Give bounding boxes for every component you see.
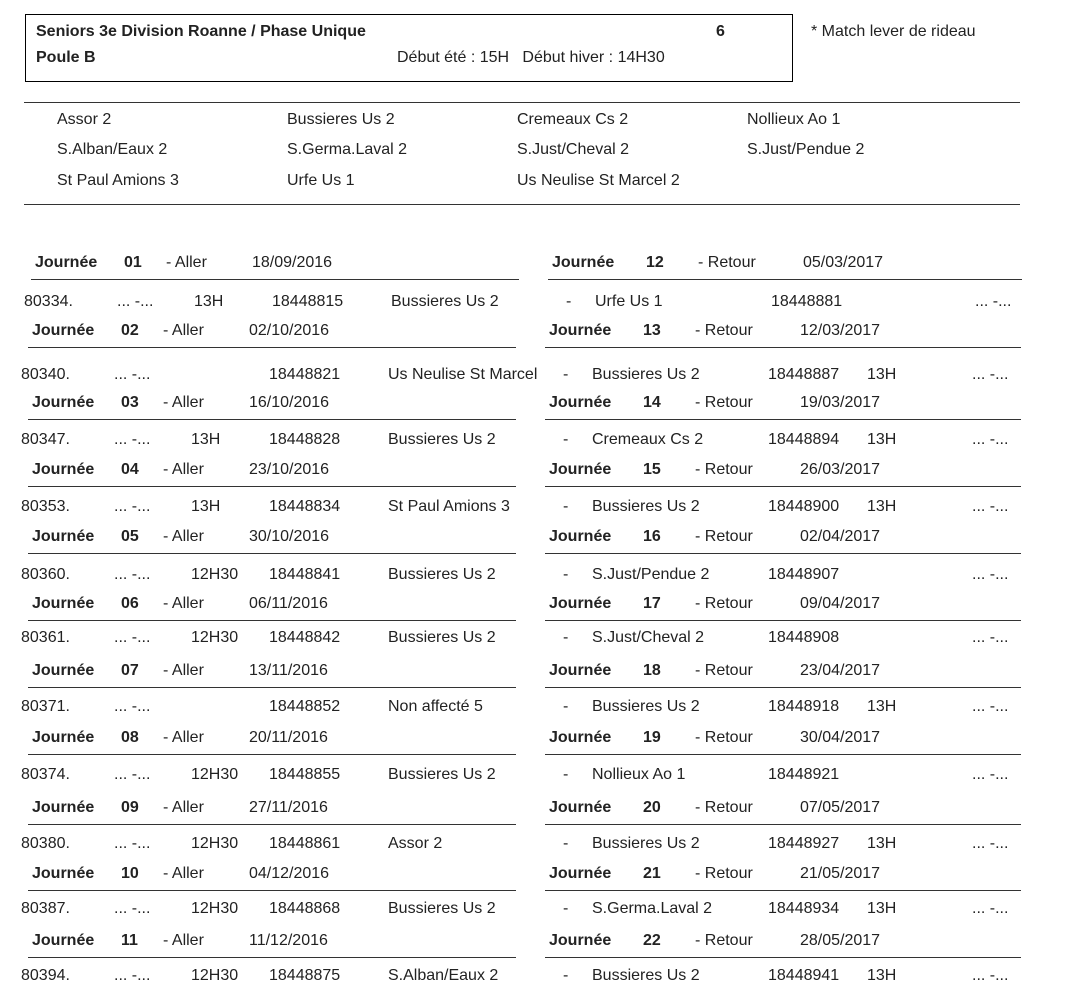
match-score-placeholder: ... -... — [114, 967, 151, 984]
team-name: Bussieres Us 2 — [287, 111, 395, 128]
retour-label: - Retour — [695, 528, 753, 545]
away-team: Bussieres Us 2 — [592, 967, 700, 984]
retour-round-number: 22 — [643, 932, 661, 949]
aller-round-number: 07 — [121, 662, 139, 679]
aller-underline — [28, 419, 516, 420]
match-time: 12H30 — [191, 766, 239, 783]
away-code: 18448921 — [768, 766, 840, 783]
match-score-placeholder: ... -... — [114, 698, 151, 715]
match-score-placeholder: ... -... — [114, 835, 151, 852]
retour-round-number: 19 — [643, 729, 661, 746]
home-team: Bussieres Us 2 — [388, 431, 496, 448]
retour-date: 09/04/2017 — [800, 595, 881, 612]
away-time: 13H — [867, 431, 897, 448]
aller-underline — [28, 347, 516, 348]
match-id: 80347. — [21, 431, 70, 448]
journee-label: Journée — [549, 528, 612, 545]
journee-label: Journée — [32, 595, 95, 612]
away-code: 18448941 — [768, 967, 840, 984]
home-code: 18448821 — [269, 366, 341, 383]
away-code: 18448900 — [768, 498, 840, 515]
aller-label: - Aller — [163, 461, 204, 478]
journee-label: Journée — [32, 932, 95, 949]
retour-date: 30/04/2017 — [800, 729, 881, 746]
poule-label: Poule B — [36, 49, 96, 66]
match-score-placeholder: ... -... — [114, 431, 151, 448]
teams-bottom-rule — [24, 204, 1020, 205]
team-name: S.Alban/Eaux 2 — [57, 141, 168, 158]
match-id: 80380. — [21, 835, 70, 852]
aller-label: - Aller — [163, 865, 204, 882]
journee-label: Journée — [35, 254, 98, 271]
away-time: 13H — [867, 698, 897, 715]
aller-underline — [31, 279, 519, 280]
retour-underline — [545, 553, 1021, 554]
journee-label: Journée — [549, 932, 612, 949]
aller-round-number: 09 — [121, 799, 139, 816]
retour-round-number: 18 — [643, 662, 661, 679]
retour-underline — [548, 279, 1022, 280]
home-code: 18448828 — [269, 431, 341, 448]
aller-round-number: 10 — [121, 865, 139, 882]
away-score-placeholder: ... -... — [972, 900, 1009, 917]
match-dash: - — [563, 900, 569, 917]
retour-underline — [545, 957, 1021, 958]
home-code: 18448855 — [269, 766, 341, 783]
retour-round-number: 15 — [643, 461, 661, 478]
journee-label: Journée — [549, 394, 612, 411]
journee-label: Journée — [549, 729, 612, 746]
team-name: S.Just/Cheval 2 — [517, 141, 630, 158]
debut-times: Début été : 15H Début hiver : 14H30 — [397, 49, 665, 66]
retour-round-number: 17 — [643, 595, 661, 612]
home-team: Bussieres Us 2 — [388, 566, 496, 583]
away-score-placeholder: ... -... — [972, 698, 1009, 715]
match-id: 80340. — [21, 366, 70, 383]
journee-label: Journée — [32, 865, 95, 882]
aller-round-number: 03 — [121, 394, 139, 411]
home-code: 18448834 — [269, 498, 341, 515]
away-team: Bussieres Us 2 — [592, 366, 700, 383]
match-time: 12H30 — [191, 629, 239, 646]
home-code: 18448852 — [269, 698, 341, 715]
match-dash: - — [563, 366, 569, 383]
aller-date: 20/11/2016 — [249, 729, 328, 746]
retour-date: 26/03/2017 — [800, 461, 881, 478]
retour-date: 19/03/2017 — [800, 394, 881, 411]
home-team: St Paul Amions 3 — [388, 498, 510, 515]
retour-label: - Retour — [698, 254, 756, 271]
match-time: 12H30 — [191, 967, 239, 984]
aller-date: 13/11/2016 — [249, 662, 328, 679]
match-dash: - — [563, 698, 569, 715]
match-id: 80371. — [21, 698, 70, 715]
away-score-placeholder: ... -... — [972, 629, 1009, 646]
aller-underline — [28, 957, 516, 958]
retour-label: - Retour — [695, 729, 753, 746]
match-score-placeholder: ... -... — [114, 900, 151, 917]
retour-label: - Retour — [695, 932, 753, 949]
away-team: Bussieres Us 2 — [592, 698, 700, 715]
journee-label: Journée — [549, 799, 612, 816]
away-team: Nollieux Ao 1 — [592, 766, 686, 783]
away-code: 18448927 — [768, 835, 840, 852]
away-team: S.Just/Cheval 2 — [592, 629, 705, 646]
match-id: 80334. — [24, 293, 73, 310]
match-id: 80360. — [21, 566, 70, 583]
journee-label: Journée — [549, 662, 612, 679]
journee-label: Journée — [32, 799, 95, 816]
away-code: 18448887 — [768, 366, 840, 383]
rideau-note: * Match lever de rideau — [811, 23, 976, 40]
away-code: 18448894 — [768, 431, 840, 448]
away-score-placeholder: ... -... — [972, 431, 1009, 448]
aller-label: - Aller — [163, 729, 204, 746]
away-team: S.Germa.Laval 2 — [592, 900, 713, 917]
retour-round-number: 13 — [643, 322, 661, 339]
journee-label: Journée — [32, 662, 95, 679]
away-team: Urfe Us 1 — [595, 293, 663, 310]
retour-date: 05/03/2017 — [803, 254, 884, 271]
match-time: 12H30 — [191, 835, 239, 852]
aller-label: - Aller — [163, 394, 204, 411]
home-code: 18448842 — [269, 629, 341, 646]
aller-date: 11/12/2016 — [249, 932, 328, 949]
aller-underline — [28, 890, 516, 891]
away-time: 13H — [867, 498, 897, 515]
team-name: S.Germa.Laval 2 — [287, 141, 408, 158]
retour-round-number: 14 — [643, 394, 661, 411]
match-dash: - — [563, 629, 569, 646]
retour-round-number: 12 — [646, 254, 664, 271]
journee-label: Journée — [32, 322, 95, 339]
journee-label: Journée — [549, 322, 612, 339]
team-name: Urfe Us 1 — [287, 172, 355, 189]
aller-date: 06/11/2016 — [249, 595, 328, 612]
retour-underline — [545, 347, 1021, 348]
home-team: Bussieres Us 2 — [388, 629, 496, 646]
match-id: 80374. — [21, 766, 70, 783]
home-code: 18448815 — [272, 293, 344, 310]
away-score-placeholder: ... -... — [972, 766, 1009, 783]
away-code: 18448907 — [768, 566, 840, 583]
aller-round-number: 11 — [121, 932, 138, 949]
home-code: 18448875 — [269, 967, 341, 984]
home-team: Assor 2 — [388, 835, 443, 852]
match-score-placeholder: ... -... — [114, 498, 151, 515]
aller-label: - Aller — [163, 662, 204, 679]
match-id: 80394. — [21, 967, 70, 984]
retour-underline — [545, 620, 1021, 621]
away-score-placeholder: ... -... — [972, 835, 1009, 852]
journee-label: Journée — [549, 865, 612, 882]
away-score-placeholder: ... -... — [972, 566, 1009, 583]
match-id: 80387. — [21, 900, 70, 917]
retour-round-number: 20 — [643, 799, 661, 816]
match-time: 12H30 — [191, 566, 239, 583]
aller-date: 23/10/2016 — [249, 461, 330, 478]
journee-label: Journée — [32, 394, 95, 411]
retour-date: 23/04/2017 — [800, 662, 881, 679]
away-team: Cremeaux Cs 2 — [592, 431, 704, 448]
aller-date: 18/09/2016 — [252, 254, 333, 271]
team-name: Cremeaux Cs 2 — [517, 111, 629, 128]
retour-label: - Retour — [695, 662, 753, 679]
away-team: Bussieres Us 2 — [592, 498, 700, 515]
aller-date: 16/10/2016 — [249, 394, 330, 411]
away-time: 13H — [867, 835, 897, 852]
retour-label: - Retour — [695, 799, 753, 816]
aller-label: - Aller — [163, 528, 204, 545]
home-code: 18448841 — [269, 566, 341, 583]
home-team: Non affecté 5 — [388, 698, 483, 715]
away-code: 18448934 — [768, 900, 840, 917]
match-dash: - — [563, 431, 569, 448]
away-team: Bussieres Us 2 — [592, 835, 700, 852]
retour-date: 21/05/2017 — [800, 865, 881, 882]
match-time: 13H — [191, 498, 221, 515]
retour-label: - Retour — [695, 865, 753, 882]
team-name: Nollieux Ao 1 — [747, 111, 841, 128]
match-id: 80353. — [21, 498, 70, 515]
aller-underline — [28, 486, 516, 487]
match-time: 13H — [194, 293, 224, 310]
aller-underline — [28, 553, 516, 554]
aller-label: - Aller — [166, 254, 207, 271]
retour-underline — [545, 754, 1021, 755]
aller-label: - Aller — [163, 799, 204, 816]
away-time: 13H — [867, 900, 897, 917]
home-team: Bussieres Us 2 — [388, 900, 496, 917]
match-dash: - — [566, 293, 572, 310]
retour-date: 02/04/2017 — [800, 528, 881, 545]
match-dash: - — [563, 967, 569, 984]
journee-label: Journée — [32, 729, 95, 746]
away-score-placeholder: ... -... — [975, 293, 1012, 310]
away-time: 13H — [867, 967, 897, 984]
match-time: 12H30 — [191, 900, 239, 917]
aller-round-number: 02 — [121, 322, 139, 339]
match-dash: - — [563, 766, 569, 783]
aller-date: 27/11/2016 — [249, 799, 328, 816]
aller-date: 02/10/2016 — [249, 322, 330, 339]
aller-round-number: 01 — [124, 254, 142, 271]
match-score-placeholder: ... -... — [114, 366, 151, 383]
page-number: 6 — [716, 23, 725, 40]
retour-label: - Retour — [695, 322, 753, 339]
retour-underline — [545, 486, 1021, 487]
retour-label: - Retour — [695, 461, 753, 478]
home-team: S.Alban/Eaux 2 — [388, 967, 499, 984]
teams-top-rule — [24, 102, 1020, 103]
aller-underline — [28, 754, 516, 755]
team-name: Assor 2 — [57, 111, 112, 128]
retour-underline — [545, 890, 1021, 891]
away-code: 18448908 — [768, 629, 840, 646]
aller-round-number: 08 — [121, 729, 139, 746]
journee-label: Journée — [552, 254, 615, 271]
aller-label: - Aller — [163, 322, 204, 339]
aller-label: - Aller — [163, 595, 204, 612]
aller-underline — [28, 824, 516, 825]
aller-date: 30/10/2016 — [249, 528, 330, 545]
aller-underline — [28, 620, 516, 621]
journee-label: Journée — [32, 528, 95, 545]
match-score-placeholder: ... -... — [114, 629, 151, 646]
away-score-placeholder: ... -... — [972, 366, 1009, 383]
aller-round-number: 06 — [121, 595, 139, 612]
home-team: Bussieres Us 2 — [388, 766, 496, 783]
aller-date: 04/12/2016 — [249, 865, 330, 882]
journee-label: Journée — [549, 595, 612, 612]
match-score-placeholder: ... -... — [114, 566, 151, 583]
team-name: Us Neulise St Marcel 2 — [517, 172, 680, 189]
retour-label: - Retour — [695, 394, 753, 411]
home-team: Us Neulise St Marcel — [388, 366, 538, 383]
away-score-placeholder: ... -... — [972, 967, 1009, 984]
retour-date: 07/05/2017 — [800, 799, 881, 816]
retour-underline — [545, 419, 1021, 420]
retour-underline — [545, 687, 1021, 688]
home-code: 18448868 — [269, 900, 341, 917]
home-code: 18448861 — [269, 835, 341, 852]
retour-round-number: 21 — [643, 865, 661, 882]
aller-round-number: 04 — [121, 461, 139, 478]
home-team: Bussieres Us 2 — [391, 293, 499, 310]
retour-date: 28/05/2017 — [800, 932, 881, 949]
aller-label: - Aller — [163, 932, 204, 949]
match-dash: - — [563, 566, 569, 583]
away-code: 18448881 — [771, 293, 843, 310]
aller-round-number: 05 — [121, 528, 139, 545]
match-id: 80361. — [21, 629, 70, 646]
retour-date: 12/03/2017 — [800, 322, 881, 339]
retour-underline — [545, 824, 1021, 825]
away-code: 18448918 — [768, 698, 840, 715]
retour-label: - Retour — [695, 595, 753, 612]
away-score-placeholder: ... -... — [972, 498, 1009, 515]
team-name: St Paul Amions 3 — [57, 172, 179, 189]
team-name: S.Just/Pendue 2 — [747, 141, 865, 158]
match-score-placeholder: ... -... — [117, 293, 154, 310]
match-dash: - — [563, 498, 569, 515]
aller-underline — [28, 687, 516, 688]
match-time: 13H — [191, 431, 221, 448]
competition-title: Seniors 3e Division Roanne / Phase Unique — [36, 23, 366, 40]
match-dash: - — [563, 835, 569, 852]
journee-label: Journée — [549, 461, 612, 478]
away-team: S.Just/Pendue 2 — [592, 566, 710, 583]
journee-label: Journée — [32, 461, 95, 478]
retour-round-number: 16 — [643, 528, 661, 545]
match-score-placeholder: ... -... — [114, 766, 151, 783]
away-time: 13H — [867, 366, 897, 383]
